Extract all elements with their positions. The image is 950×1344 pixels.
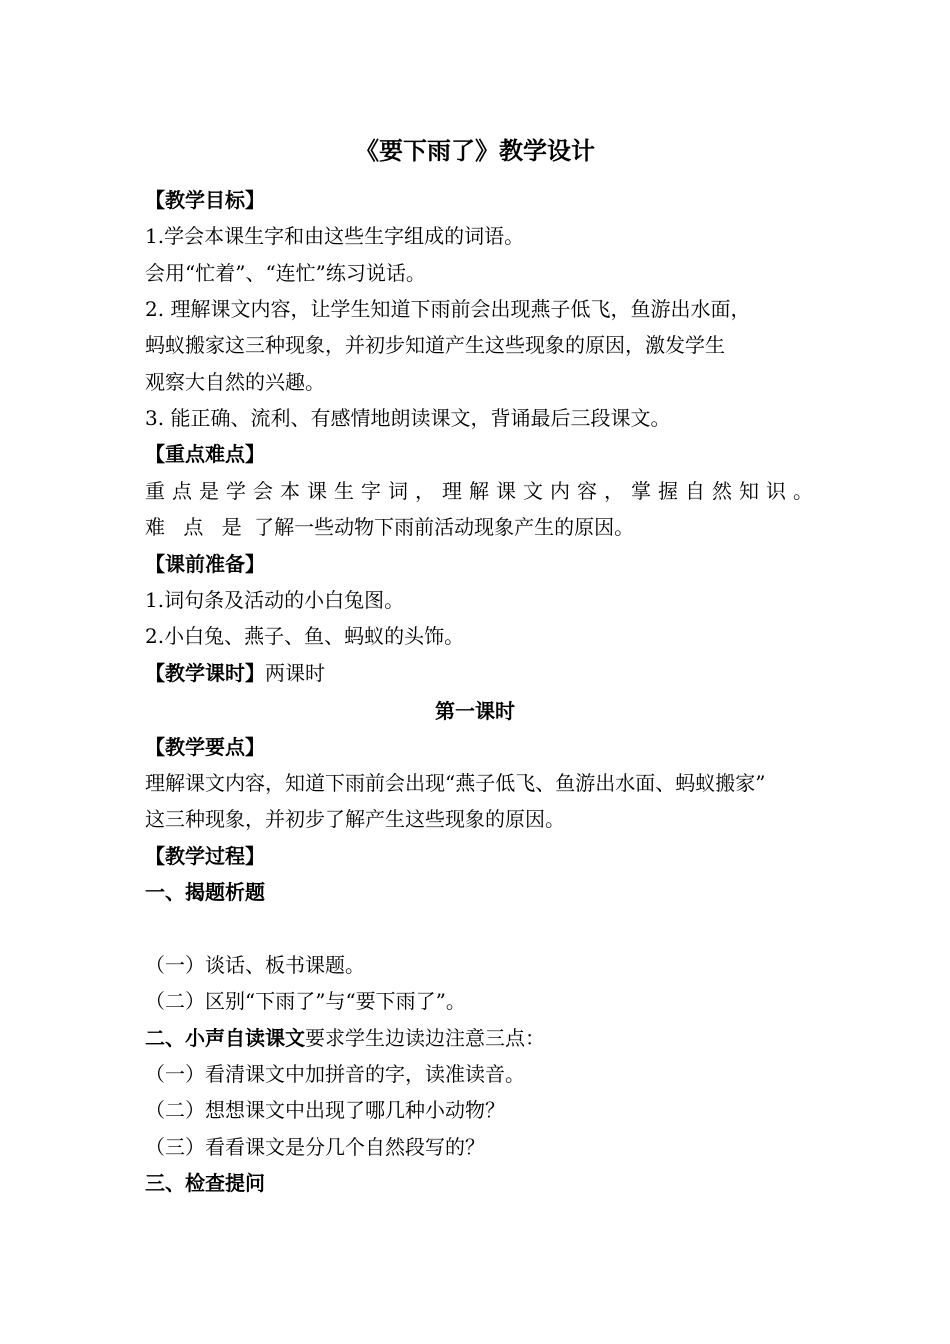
keypoints-heading: 【重点难点】 <box>145 442 265 466</box>
goals-line-4: 蚂蚁搬家这三种现象，并初步知道产生这些现象的原因，激发学生 <box>145 333 725 357</box>
keypoints-line-2 <box>145 513 634 541</box>
lesson1-points-line-1: 理解课文内容，知道下雨前会出现“燕子低飞、鱼游出水面、蚂蚁搬家” <box>145 771 766 795</box>
hours-line <box>145 659 325 687</box>
section-1-item-1: （一）谈话、板书课题。 <box>145 953 365 977</box>
section-1-item-2: （二）区别“下雨了”与“要下雨了”。 <box>145 989 466 1013</box>
hours-value: 两课时 <box>265 661 325 685</box>
section-2-line <box>145 1024 545 1052</box>
document-title: 《要下雨了》教学设计 <box>355 137 595 165</box>
goals-line-3: 2. 理解课文内容，让学生知道下雨前会出现燕子低飞，鱼游出水面， <box>145 297 751 321</box>
goals-line-5: 观察大自然的兴趣。 <box>145 370 325 394</box>
section-2-item-3: （三）看看课文是分几个自然段写的？ <box>145 1135 485 1159</box>
goals-heading: 【教学目标】 <box>145 188 265 212</box>
keypoints-line-2-prefix: 难 点 是 <box>145 515 248 539</box>
section-1-heading: 一、揭题析题 <box>145 880 265 904</box>
keypoints-line-2-rest: 了解一些动物下雨前活动现象产生的原因。 <box>254 515 635 539</box>
section-2-instruction: 要求学生边读边注意三点： <box>305 1026 545 1050</box>
goals-line-1: 1.学会本课生字和由这些生字组成的词语。 <box>145 224 525 248</box>
prep-line-1: 1.词句条及活动的小白兔图。 <box>145 588 405 612</box>
section-2-heading: 二、小声自读课文 <box>145 1026 305 1050</box>
lesson1-points-heading: 【教学要点】 <box>145 735 265 759</box>
goals-line-6: 3. 能正确、流利、有感情地朗读课文，背诵最后三段课文。 <box>145 406 671 430</box>
section-3-heading: 三、检查提问 <box>145 1171 265 1195</box>
lesson1-title: 第一课时 <box>435 699 515 723</box>
lesson1-process-heading: 【教学过程】 <box>145 844 265 868</box>
prep-heading: 【课前准备】 <box>145 552 265 576</box>
lesson1-points-line-2: 这三种现象，并初步了解产生这些现象的原因。 <box>145 807 565 831</box>
hours-heading: 【教学课时】 <box>145 661 265 685</box>
goals-line-2: 会用“忙着”、“连忙”练习说话。 <box>145 261 426 285</box>
keypoints-line-1: 重点是学会本课生字词，理解课文内容，掌握自然知识。 <box>145 479 820 503</box>
section-2-item-2: （二）想想课文中出现了哪几种小动物？ <box>145 1098 505 1122</box>
section-2-item-1: （一）看清课文中加拼音的字，读准读音。 <box>145 1062 525 1086</box>
prep-line-2: 2.小白兔、燕子、鱼、蚂蚁的头饰。 <box>145 624 465 648</box>
